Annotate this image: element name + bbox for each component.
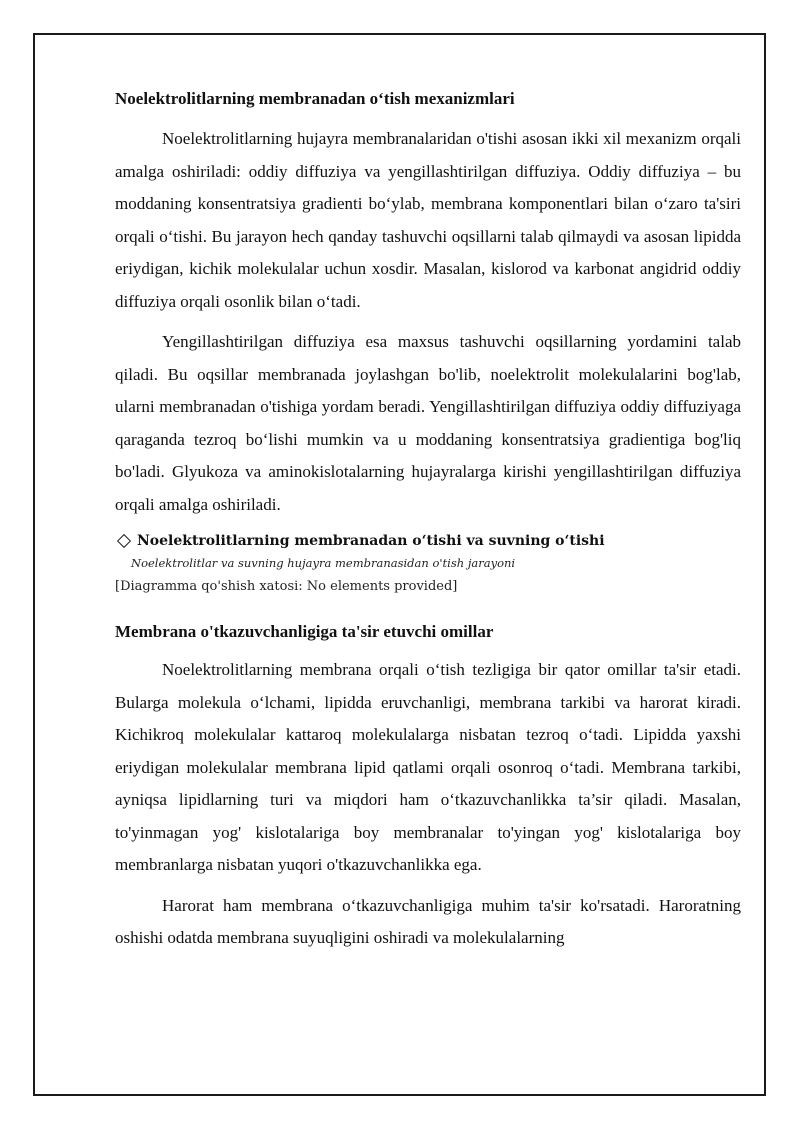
section-heading-mechanisms: Noelektrolitlarning membranadan o‘tish mexanizmlari	[115, 89, 515, 108]
section-heading-permeability-factors: Membrana o'tkazuvchanligiga ta'sir etuvchi omillar	[115, 622, 494, 641]
figure-title-text: Noelektrolitlarning membranadan o‘tishi va suvning o‘tishi	[137, 533, 605, 549]
paragraph-simple-diffusion: Noelektrolitlarning hujayra membranalaridan o'tishi asosan ikki xil mexanizm orqali amalga oshiriladi: oddiy diffuziya va yengillashtirilgan diffuziya. Oddiy diffuziya – bu moddaning konsentratsiya gradienti bo‘ylab, membrana komponentlari bilan o‘zaro ta'siri orqali o‘tishi. Bu jarayon hech qanday tashuvchi oqsillarni talab qilmaydi va asosan lipidda eriydigan, kichik molekulalar uchun xosdir. Masalan, kislorod va karbonat angidrid oddiy diffuziya orqali osonlik bilan o‘tadi.	[115, 129, 741, 311]
document-content	[115, 86, 741, 955]
diagram-error-message: [Diagramma qo'shish xatosi: No elements provided]	[115, 579, 458, 594]
paragraph-facilitated-diffusion: Yengillashtirilgan diffuziya esa maxsus tashuvchi oqsillarning yordamini talab qiladi. Bu oqsillar membranada joylashgan bo'lib, noelektrolit molekulalarini bog'lab, ularni membranadan o'tishiga yordam beradi. Yengillashtirilgan diffuziya oddiy diffuziyaga qaraganda tezroq bo‘lishi mumkin va u moddaning konsentratsiya gradientiga bog'liq bo'ladi. Glyukoza va aminokislotalarning hujayralarga kirishi yengillashtirilgan diffuziya orqali amalga oshiriladi.	[115, 332, 741, 514]
diamond-icon	[117, 534, 131, 548]
figure-title	[115, 531, 741, 551]
paragraph-permeability-factors: Noelektrolitlarning membrana orqali o‘tish tezligiga bir qator omillar ta'sir etadi. Bularga molekula o‘lchami, lipidda eruvchanligi, membrana tarkibi va harorat kiradi. Kichikroq molekulalar kattaroq molekulalarga nisbatan tezroq o‘tadi. Lipidda yaxshi eriydigan molekulalar membrana lipid qatlami orqali osonroq o‘tadi. Membrana tarkibi, ayniqsa lipidlarning turi va miqdori ham o‘tkazuvchanlikka ta’sir qiladi. Masalan, to'yinmagan yog' kislotalariga boy membranalar to'yingan yog' kislotalariga boy membranlarga nisbatan yuqori o'tkazuvchanlikka ega.	[115, 660, 741, 874]
figure-caption: Noelektrolitlar va suvning hujayra membranasidan o'tish jarayoni	[131, 556, 516, 570]
paragraph-temperature: Harorat ham membrana o‘tkazuvchanligiga muhim ta'sir ko'rsatadi. Haroratning oshishi odatda membrana suyuqligini oshiradi va molekulalarning	[115, 895, 741, 947]
